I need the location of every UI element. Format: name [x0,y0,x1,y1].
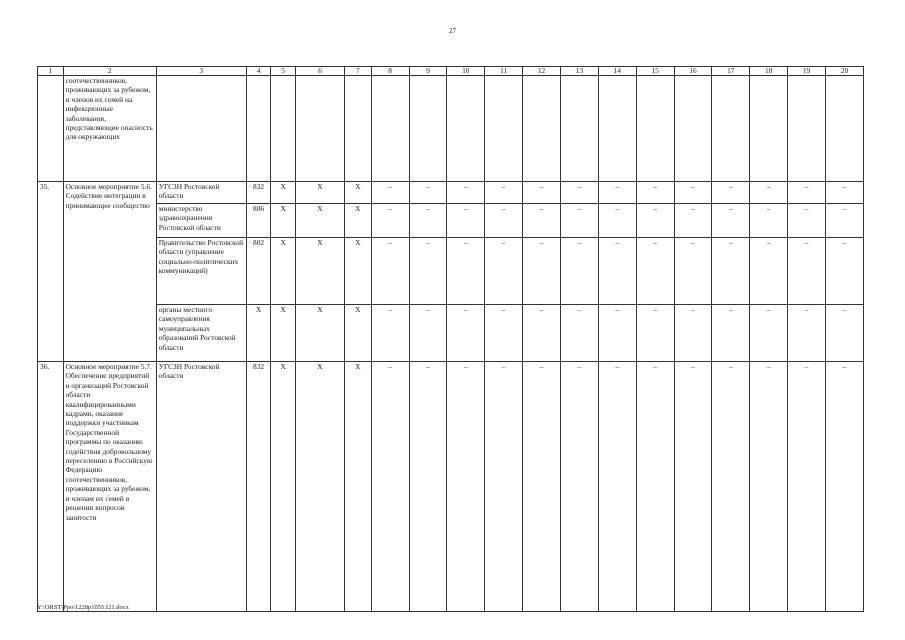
code-cell: X [271,305,296,362]
header-cell: 4 [246,67,271,76]
continuation-text: соотечественников, проживающих за рубежом, и членов их семей на инфекционные заболевания, представляющие опасность для окружающих [63,76,156,182]
responsible-executor: УГСЗН Ростовской области [156,182,246,204]
row-number: 35. [38,182,64,362]
value-cell: – [712,305,750,362]
value-cell: – [447,182,485,204]
code-cell: X [271,204,296,238]
header-cell: 8 [371,67,409,76]
code-cell: 806 [246,204,271,238]
value-cell: – [636,204,674,238]
code-cell: X [345,305,372,362]
value-cell: – [523,238,561,305]
value-cell: – [560,305,598,362]
code-cell: X [295,238,344,305]
header-cell: 20 [825,67,863,76]
value-cell: – [825,238,863,305]
value-cell: – [447,204,485,238]
code-cell: X [295,305,344,362]
value-cell: – [598,204,636,238]
value-cell: – [750,182,788,204]
code-cell: X [345,362,372,612]
responsible-executor: Правительство Ростовской области (управление социально-политических коммуникаций) [156,238,246,305]
value-cell: – [788,305,826,362]
value-cell: – [825,305,863,362]
code-cell: 802 [246,238,271,305]
activity-name: Основное мероприятие 5.7. Обеспечение предприятий и организаций Ростовской области квалифицированными кадрами, оказание поддержки участникам Государственной программы по оказанию содействия добровольному переселению в Российскую Федерацию соотечественников, проживающих за рубежом, и членам их семей в решении вопросов занятости [63,362,156,612]
value-cell: – [750,305,788,362]
code-cell: X [271,182,296,204]
header-cell: 13 [560,67,598,76]
value-cell: – [371,362,409,612]
value-cell: – [485,182,523,204]
value-cell: – [712,204,750,238]
responsible-executor: УГСЗН Ростовской области [156,362,246,612]
header-cell: 9 [409,67,447,76]
value-cell: – [712,362,750,612]
header-cell: 6 [295,67,344,76]
header-cell: 3 [156,67,246,76]
program-table [37,66,864,612]
value-cell: – [523,204,561,238]
value-cell: – [598,238,636,305]
value-cell: – [788,362,826,612]
value-cell: – [788,182,826,204]
activity-name: Основное мероприятие 5.6. Содействие интеграции в принимающее сообщество [63,182,156,362]
header-cell: 15 [636,67,674,76]
code-cell: X [345,238,372,305]
header-cell: 1 [38,67,64,76]
value-cell: – [523,362,561,612]
table-row [38,204,864,238]
value-cell: – [674,305,712,362]
code-cell: 832 [246,362,271,612]
value-cell: – [523,305,561,362]
continuation-row [38,76,864,182]
value-cell: – [598,362,636,612]
value-cell: – [825,182,863,204]
value-cell: – [485,362,523,612]
value-cell: – [636,238,674,305]
value-cell: – [636,362,674,612]
value-cell: – [447,362,485,612]
value-cell: – [371,182,409,204]
value-cell: – [560,204,598,238]
code-cell: X [295,182,344,204]
value-cell: – [750,362,788,612]
code-cell: X [295,362,344,612]
table-row [38,305,864,362]
header-cell: 16 [674,67,712,76]
value-cell: – [750,238,788,305]
header-cell: 11 [485,67,523,76]
code-cell: X [246,305,271,362]
header-cell: 5 [271,67,296,76]
value-cell: – [825,204,863,238]
value-cell: – [674,238,712,305]
value-cell: – [371,305,409,362]
value-cell: – [598,182,636,204]
responsible-executor: министерство здравоохранения Ростовской области [156,204,246,238]
value-cell: – [712,182,750,204]
value-cell: – [409,238,447,305]
row-number: 36. [38,362,64,612]
value-cell: – [674,362,712,612]
table-row [38,238,864,305]
value-cell: – [560,362,598,612]
header-cell: 2 [63,67,156,76]
value-cell: – [371,238,409,305]
code-cell: 832 [246,182,271,204]
value-cell: – [409,362,447,612]
value-cell: – [712,238,750,305]
header-cell: 19 [788,67,826,76]
header-cell: 10 [447,67,485,76]
code-cell: X [271,238,296,305]
value-cell: – [409,204,447,238]
value-cell: – [485,305,523,362]
value-cell: – [674,204,712,238]
value-cell: – [788,238,826,305]
value-cell: – [447,238,485,305]
header-cell: 7 [345,67,372,76]
value-cell: – [825,362,863,612]
value-cell: – [636,182,674,204]
value-cell: – [409,305,447,362]
code-cell: X [345,182,372,204]
value-cell: – [409,182,447,204]
value-cell: – [485,204,523,238]
value-cell: – [447,305,485,362]
page-number: 27 [449,27,456,35]
responsible-executor: органы местного самоуправления муниципальных образований Ростовской области [156,305,246,362]
code-cell: X [345,204,372,238]
code-cell: X [295,204,344,238]
table-row [38,362,864,612]
value-cell: – [674,182,712,204]
value-cell: – [523,182,561,204]
value-cell: – [750,204,788,238]
value-cell: – [560,238,598,305]
value-cell: – [485,238,523,305]
value-cell: – [598,305,636,362]
header-cell: 18 [750,67,788,76]
header-cell: 12 [523,67,561,76]
header-cell: 14 [598,67,636,76]
header-row [38,67,864,76]
value-cell: – [560,182,598,204]
file-path-footer: Y:\ORST\Ppo\1228p1055.f21.docx [37,604,129,611]
value-cell: – [636,305,674,362]
header-cell: 17 [712,67,750,76]
table-row [38,182,864,204]
value-cell: – [371,204,409,238]
value-cell: – [788,204,826,238]
code-cell: X [271,362,296,612]
